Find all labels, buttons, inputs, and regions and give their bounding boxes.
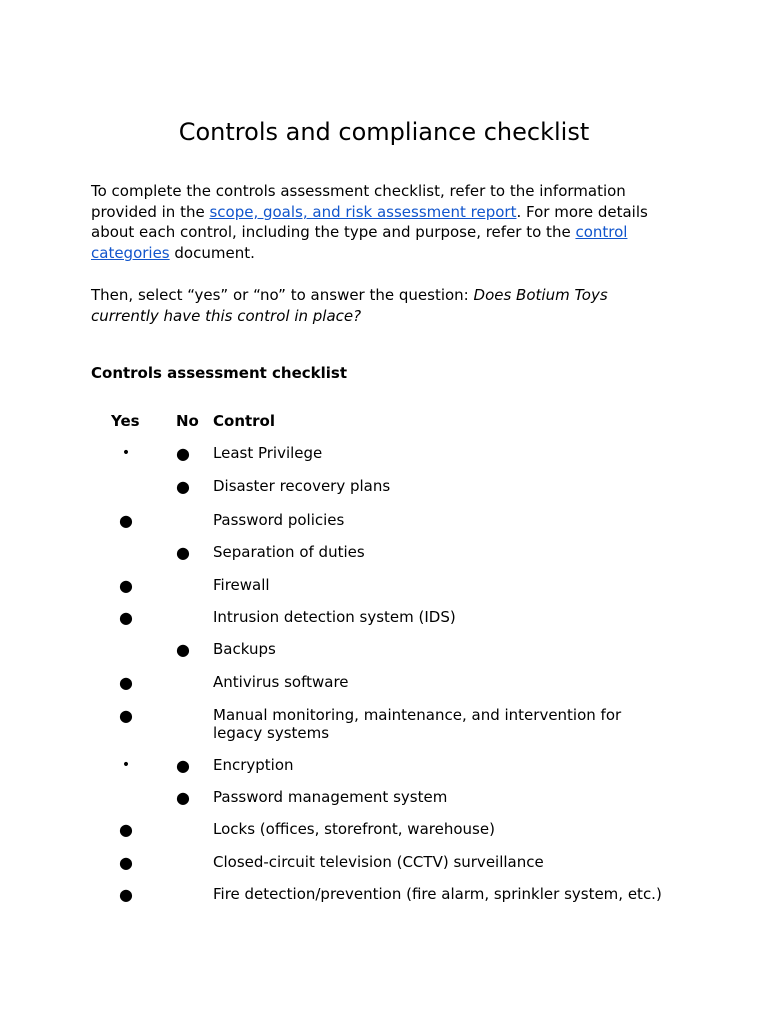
control-categories-link[interactable]: control categories [91, 223, 628, 263]
control-label: Fire detection/prevention (fire alarm, sprinkler system, etc.) [213, 885, 662, 903]
instruction-paragraph [91, 285, 671, 326]
section-heading: Controls assessment checklist [91, 364, 348, 382]
control-label: Antivirus software [213, 673, 349, 691]
no-mark[interactable]: ● [176, 640, 190, 659]
page-title: Controls and compliance checklist [178, 118, 590, 146]
intro-text-1: To complete the controls assessment checklist, refer to the information provided in the [91, 182, 626, 221]
intro-paragraph [91, 181, 671, 264]
control-label: Manual monitoring, maintenance, and intervention for legacy systems [213, 706, 622, 742]
control-label: Locks (offices, storefront, warehouse) [213, 820, 495, 838]
header-yes: Yes [111, 412, 140, 430]
control-label: Separation of duties [213, 543, 365, 561]
yes-mark[interactable]: • [121, 445, 131, 461]
control-label: Password management system [213, 788, 448, 806]
control-label: Intrusion detection system (IDS) [213, 608, 456, 626]
no-mark[interactable]: ● [176, 444, 190, 463]
scope-report-link[interactable]: scope, goals, and risk assessment report [209, 202, 517, 221]
control-label: Encryption [213, 756, 294, 774]
instruction-question: Does Botium Toys currently have this control in place? [91, 286, 608, 325]
control-label: Disaster recovery plans [213, 477, 391, 495]
yes-mark[interactable]: ● [119, 853, 133, 872]
no-mark[interactable]: ● [176, 477, 190, 496]
instruction-text: Then, select “yes” or “no” to answer the question: [91, 286, 474, 304]
yes-mark[interactable]: ● [119, 673, 133, 692]
control-label: Least Privilege [213, 444, 323, 462]
yes-mark[interactable]: ● [119, 885, 133, 904]
control-label: Firewall [213, 576, 270, 594]
no-mark[interactable]: ● [176, 788, 190, 807]
yes-mark[interactable]: ● [119, 511, 133, 530]
control-label: Backups [213, 640, 276, 658]
yes-mark[interactable]: ● [119, 820, 133, 839]
intro-text-2: . For more details about each control, including the type and purpose, refer to the [91, 202, 648, 242]
control-label: Password policies [213, 511, 345, 529]
yes-mark[interactable]: ● [119, 706, 133, 725]
intro-text-3: document. [169, 244, 255, 263]
no-mark[interactable]: ● [176, 543, 190, 562]
no-mark[interactable]: ● [176, 756, 190, 775]
yes-mark[interactable]: ● [119, 608, 133, 627]
control-label: Closed-circuit television (CCTV) surveillance [213, 853, 544, 871]
yes-mark[interactable]: ● [119, 576, 133, 595]
yes-mark[interactable]: • [121, 757, 131, 773]
header-control: Control [213, 412, 276, 430]
header-no: No [176, 412, 199, 430]
